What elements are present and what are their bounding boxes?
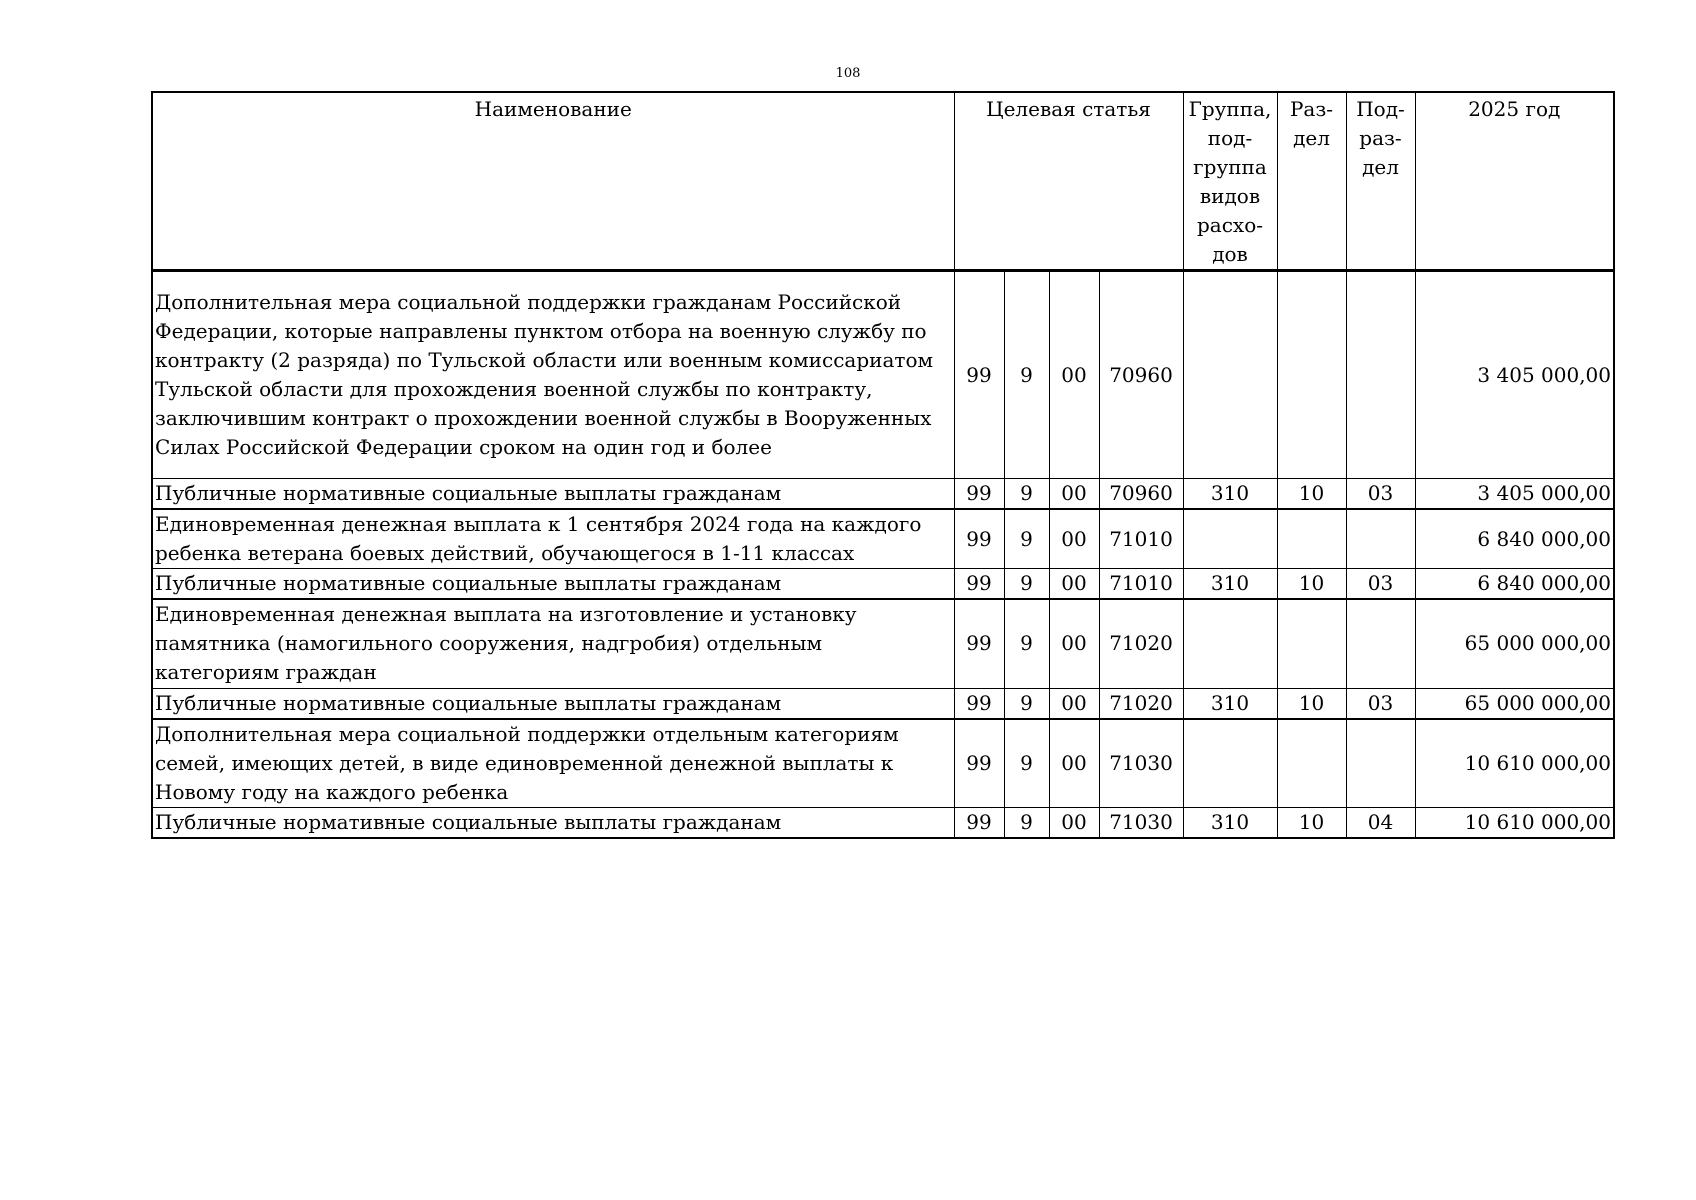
table-row <box>152 509 1614 569</box>
header-year: 2025 год <box>1415 92 1614 271</box>
row-amount: 3 405 000,00 <box>1415 271 1614 479</box>
row-target-code: 70960 <box>1099 479 1183 510</box>
table-row <box>152 599 1614 688</box>
row-target-event: 00 <box>1049 509 1099 569</box>
row-section: 10 <box>1277 688 1346 719</box>
row-target-event: 00 <box>1049 688 1099 719</box>
table-row <box>152 479 1614 510</box>
row-target-program: 99 <box>954 271 1004 479</box>
header-group: Группа, под-группа видов расхо-дов <box>1183 92 1277 271</box>
row-group <box>1183 509 1277 569</box>
row-amount: 10 610 000,00 <box>1415 808 1614 839</box>
row-target-program: 99 <box>954 688 1004 719</box>
row-group <box>1183 599 1277 688</box>
header-row <box>152 92 1614 271</box>
row-target-code: 71030 <box>1099 719 1183 808</box>
row-subsection <box>1346 599 1415 688</box>
row-target-program: 99 <box>954 509 1004 569</box>
row-subsection: 03 <box>1346 479 1415 510</box>
row-name: Публичные нормативные социальные выплаты гражданам <box>152 808 954 839</box>
row-target-code: 70960 <box>1099 271 1183 479</box>
row-subsection: 03 <box>1346 688 1415 719</box>
row-amount: 10 610 000,00 <box>1415 719 1614 808</box>
budget-table <box>151 91 1615 839</box>
row-target-subprogram: 9 <box>1004 599 1049 688</box>
row-subsection <box>1346 271 1415 479</box>
row-name: Публичные нормативные социальные выплаты гражданам <box>152 479 954 510</box>
row-name: Единовременная денежная выплата к 1 сентября 2024 года на каждого ребенка ветерана боевых действий, обучающегося в 1-11 классах <box>152 509 954 569</box>
row-target-subprogram: 9 <box>1004 808 1049 839</box>
row-group: 310 <box>1183 808 1277 839</box>
table-row <box>152 719 1614 808</box>
row-target-subprogram: 9 <box>1004 509 1049 569</box>
row-amount: 6 840 000,00 <box>1415 569 1614 600</box>
row-section <box>1277 509 1346 569</box>
row-subsection: 03 <box>1346 569 1415 600</box>
row-name: Публичные нормативные социальные выплаты гражданам <box>152 569 954 600</box>
row-section <box>1277 271 1346 479</box>
row-target-program: 99 <box>954 808 1004 839</box>
row-target-program: 99 <box>954 569 1004 600</box>
row-target-code: 71020 <box>1099 688 1183 719</box>
row-target-code: 71020 <box>1099 599 1183 688</box>
row-amount: 6 840 000,00 <box>1415 509 1614 569</box>
row-target-subprogram: 9 <box>1004 569 1049 600</box>
row-target-event: 00 <box>1049 271 1099 479</box>
row-target-event: 00 <box>1049 599 1099 688</box>
row-section <box>1277 719 1346 808</box>
row-target-event: 00 <box>1049 479 1099 510</box>
table-row <box>152 271 1614 479</box>
row-target-code: 71030 <box>1099 808 1183 839</box>
row-target-subprogram: 9 <box>1004 688 1049 719</box>
row-target-program: 99 <box>954 719 1004 808</box>
row-subsection: 04 <box>1346 808 1415 839</box>
row-section: 10 <box>1277 479 1346 510</box>
row-section: 10 <box>1277 808 1346 839</box>
row-target-event: 00 <box>1049 719 1099 808</box>
row-name: Дополнительная мера социальной поддержки гражданам Российской Федерации, которые направлены пунктом отбора на военную службу по контракту (2 разряда) по Тульской области или военным комиссариатом Тульской области для прохождения военной службы по контракту, заключившим контракт о прохождении военной службы в Вооруженных Силах Российской Федерации сроком на один год и более <box>152 271 954 479</box>
row-section <box>1277 599 1346 688</box>
row-group <box>1183 719 1277 808</box>
row-amount: 65 000 000,00 <box>1415 688 1614 719</box>
row-target-event: 00 <box>1049 569 1099 600</box>
page-number: 108 <box>835 66 861 81</box>
row-target-code: 71010 <box>1099 569 1183 600</box>
header-name: Наименование <box>152 92 954 271</box>
row-name: Публичные нормативные социальные выплаты гражданам <box>152 688 954 719</box>
row-amount: 3 405 000,00 <box>1415 479 1614 510</box>
row-name: Единовременная денежная выплата на изготовление и установку памятника (намогильного сооружения, надгробия) отдельным категориям граждан <box>152 599 954 688</box>
row-target-program: 99 <box>954 479 1004 510</box>
table-row <box>152 569 1614 600</box>
row-target-event: 00 <box>1049 808 1099 839</box>
row-target-subprogram: 9 <box>1004 479 1049 510</box>
header-section: Раз-дел <box>1277 92 1346 271</box>
row-subsection <box>1346 719 1415 808</box>
row-target-subprogram: 9 <box>1004 271 1049 479</box>
table-row <box>152 808 1614 839</box>
row-amount: 65 000 000,00 <box>1415 599 1614 688</box>
row-section: 10 <box>1277 569 1346 600</box>
row-group: 310 <box>1183 569 1277 600</box>
header-subsection: Под-раз-дел <box>1346 92 1415 271</box>
row-group: 310 <box>1183 688 1277 719</box>
row-subsection <box>1346 509 1415 569</box>
header-target: Целевая статья <box>954 92 1183 271</box>
row-target-program: 99 <box>954 599 1004 688</box>
row-target-subprogram: 9 <box>1004 719 1049 808</box>
table-row <box>152 688 1614 719</box>
row-target-code: 71010 <box>1099 509 1183 569</box>
row-group: 310 <box>1183 479 1277 510</box>
row-group <box>1183 271 1277 479</box>
row-name: Дополнительная мера социальной поддержки отдельным категориям семей, имеющих детей, в виде единовременной денежной выплаты к Новому году на каждого ребенка <box>152 719 954 808</box>
